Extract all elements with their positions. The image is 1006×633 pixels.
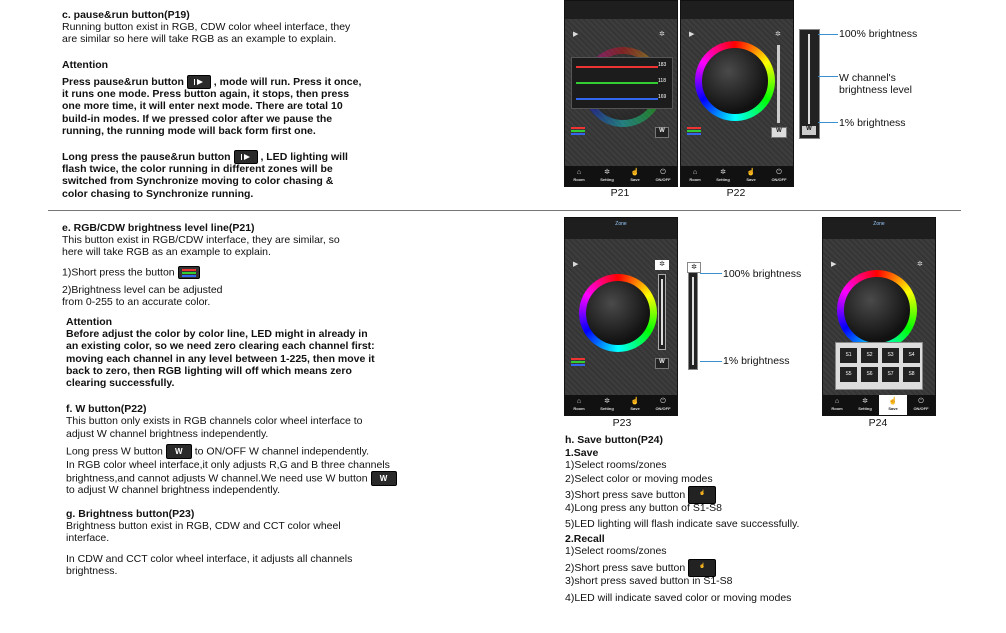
w-button-icon: W [371,471,397,486]
sec-c-long-3: switched from Synchronize moving to color chasing & [62,175,334,187]
save-icon: ☝ [688,486,716,504]
tab-room[interactable]: ⌂ Room [573,398,585,411]
save-slot-s5[interactable]: S5 [840,367,857,382]
tab-save[interactable]: ☝ Save [630,169,640,182]
sec-g-body-2: interface. [66,532,110,544]
sec-h-save-3-text: 3)Short press save button [565,488,686,501]
sec-e-title: e. RGB/CDW brightness level line(P21) [62,222,255,234]
w-brightness-slider[interactable] [777,45,780,123]
sec-f-long [66,444,369,459]
gear-icon: ✲ [775,31,781,38]
tab-save[interactable]: ☝ Save [746,169,756,182]
tab-onoff[interactable]: ⏻ ON/OFF [771,169,787,182]
brightness-slider-zoom [686,262,700,368]
sec-c-att-5: running, the running mode will back form first one. [62,125,316,137]
caption-p23: P23 [612,417,632,429]
w-slider-track [808,34,810,124]
phone-header: Zone [565,218,677,239]
phone-tabbar [823,395,935,415]
sec-h-save-5: 5)LED lighting will flash indicate save successfully. [565,518,800,530]
sec-f-l4: to adjust W channel brightness independently. [66,484,281,496]
sec-h-recall-3: 3)short press saved button in S1-S8 [565,575,733,587]
sec-c-long-4: color chasing to Synchronize running. [62,188,254,200]
color-line-icon[interactable] [571,358,585,366]
sec-e-attention: Attention [66,316,113,328]
sec-f-l3-text: brightness,and cannot adjusts W channel.We need use W button [66,472,368,485]
sec-h-recall-1: 1)Select rooms/zones [565,545,667,557]
color-line-icon[interactable] [687,127,701,135]
annotation-line [818,34,838,35]
w-button-icon: W [166,444,192,459]
gear-icon: ✲ [917,261,923,268]
tab-save[interactable]: ☝ Save [630,398,640,411]
sec-e-att-4: back to zero, then RGB lighting will off which means zero [66,365,352,377]
annotation-line [700,273,722,274]
sec-c-att-1b: , mode will run. Press it once, [213,75,362,88]
w-button[interactable]: W [771,127,787,138]
save-slot-s8[interactable]: S8 [903,367,920,382]
color-line-icon[interactable] [571,127,585,135]
tab-setting[interactable]: ✲ Setting [858,398,872,411]
tab-room[interactable]: ⌂ Room [831,398,843,411]
tab-onoff[interactable]: ⏻ ON/OFF [655,398,671,411]
sec-f-long-b: to ON/OFF W channel independently. [194,445,370,458]
phone-header [565,1,677,19]
sec-e-body-2: here will take RGB as an example to explain. [62,246,271,258]
rgb-slider-panel [571,57,673,109]
label-w-1: 1% brightness [839,117,906,129]
save-slot-s2[interactable]: S2 [861,348,878,363]
sec-g-body2-2: brightness. [66,565,118,577]
sec-f-title: f. W button(P22) [66,403,147,415]
annotation-line [700,361,722,362]
sec-e-step-2b: from 0-255 to an accurate color. [62,296,211,308]
phone-screen-p21 [564,0,678,187]
sec-c-att-1a: Press pause&run button [62,75,184,88]
red-value: 183 [658,62,667,68]
section-divider [48,210,961,211]
sec-h-save-4: 4)Long press any button of S1-S8 [565,502,723,514]
pause-run-icon: ▶ [573,31,579,38]
green-value: 118 [658,78,666,84]
pause-run-icon: ▶ [831,261,837,268]
w-slider-zoom [799,29,820,139]
save-slot-grid [840,348,920,382]
label-w-channel-2: brightness level [839,84,912,96]
pause-run-icon: ▶ [689,31,695,38]
sec-h-save-1: 1)Select rooms/zones [565,459,667,471]
save-slot-s4[interactable]: S4 [903,348,920,363]
tab-setting[interactable]: ✲ Setting [600,169,614,182]
tab-onoff[interactable]: ⏻ ON/OFF [913,398,929,411]
brightness-icon: ✲ [687,262,701,273]
phone-tabbar [681,166,793,186]
sec-e-step-2a: 2)Brightness level can be adjusted [62,284,223,296]
annotation-line [818,122,838,123]
brightness-zoom-track [688,272,698,370]
sec-e-att-3: moving each channel in any level between 1-225, then move it [66,353,375,365]
sec-g-body-1: Brightness button exist in RGB, CDW and CCT color wheel [66,520,341,532]
sec-c-att-1 [62,75,361,89]
save-icon: ☝ [688,559,716,577]
label-b-100: 100% brightness [723,268,802,280]
brightness-slider-track [661,279,663,345]
phone-tabbar [565,166,677,186]
green-slider[interactable] [576,82,658,84]
sec-c-title: c. pause&run button(P19) [62,9,190,21]
sec-c-att-3: one more time, it will enter next mode. There are total 10 [62,100,343,112]
caption-p22: P22 [726,187,746,199]
sec-h-save-2: 2)Select color or moving modes [565,473,713,485]
tab-setting[interactable]: ✲ Setting [716,169,730,182]
label-b-1: 1% brightness [723,355,790,367]
sec-e-step-1-text: 1)Short press the button [62,266,175,279]
phone-tabbar [565,395,677,415]
sec-f-long-a: Long press W button [66,445,163,458]
phone-header [681,1,793,19]
brightness-zoom-bar [692,277,694,365]
caption-p21: P21 [610,187,630,199]
w-button[interactable]: W [655,358,669,369]
save-slot-s3[interactable]: S3 [882,348,899,363]
sec-e-att-5: clearing successfully. [66,377,175,389]
save-slot-panel [835,342,923,390]
tab-room[interactable]: ⌂ Room [573,169,585,182]
tab-setting[interactable]: ✲ Setting [600,398,614,411]
sec-f-body-2: adjust W channel brightness independently. [66,428,269,440]
pause-run-icon [187,75,211,89]
blue-slider[interactable] [576,98,658,100]
sec-h-recall-2-text: 2)Short press save button [565,561,686,574]
save-slot-s1[interactable]: S1 [840,348,857,363]
sec-c-long-1 [62,150,348,164]
phone-screen-p24 [822,217,936,416]
sec-f-l2: In RGB color wheel interface,it only adjusts R,G and B three channels [66,459,390,471]
annotation-line [818,76,838,77]
sec-h-recall-4: 4)LED will indicate saved color or moving modes [565,592,792,604]
tab-room[interactable]: ⌂ Room [689,169,701,182]
label-w-channel-1: W channel's [839,72,896,84]
sec-c-body-1: Running button exist in RGB, CDW color wheel interface, they [62,21,351,33]
brightness-slider[interactable] [658,274,666,350]
sec-h-save: 1.Save [565,447,599,459]
phone-screen-p23 [564,217,678,416]
sec-c-long-2: flash twice, the color running in different zones will be [62,163,333,175]
w-button[interactable]: W [655,127,669,138]
tab-onoff[interactable]: ⏻ ON/OFF [655,169,671,182]
gear-icon: ✲ [659,31,665,38]
sec-c-long-1b: , LED lighting will [260,150,348,163]
save-slot-s7[interactable]: S7 [882,367,899,382]
tab-save[interactable]: ☝ Save [879,395,907,415]
color-wheel[interactable] [579,274,657,352]
sec-c-attention: Attention [62,59,109,71]
sec-c-body-2: are similar so here will take RGB as an example to explain. [62,33,337,45]
pause-run-icon: ▶ [573,261,579,268]
sec-g-body2-1: In CDW and CCT color wheel interface, it adjusts all channels [66,553,353,565]
brightness-button[interactable]: ✲ [655,260,669,270]
sec-e-step-1 [62,266,200,279]
save-slot-s6[interactable]: S6 [861,367,878,382]
sec-e-att-2: an existing color, so we need zero clearing each channel first: [66,340,375,352]
phone-screen-p22 [680,0,794,187]
label-w-100: 100% brightness [839,28,918,40]
w-button: W [802,126,816,135]
sec-c-att-4: build-in modes. If we pressed color after we pause the [62,113,333,125]
phone-header: Zone [823,218,935,239]
sec-e-att-1: Before adjust the color by color line, LED might in already in [66,328,368,340]
pause-run-icon [234,150,258,164]
color-wheel[interactable] [837,270,917,350]
red-slider[interactable] [576,66,658,68]
color-wheel[interactable] [695,41,775,121]
sec-e-body-1: This button exist in RGB/CDW interface, they are similar, so [62,234,340,246]
sec-f-body-1: This button only exists in RGB channels color wheel interface to [66,415,363,427]
caption-p24: P24 [868,417,888,429]
sec-c-att-2: it runs one mode. Press button again, it stops, then press [62,88,350,100]
sec-c-long-1a: Long press the pause&run button [62,150,231,163]
sec-g-title: g. Brightness button(P23) [66,508,195,520]
color-line-icon [178,266,200,279]
sec-h-recall: 2.Recall [565,533,605,545]
sec-h-title: h. Save button(P24) [565,434,664,446]
blue-value: 169 [658,94,667,100]
